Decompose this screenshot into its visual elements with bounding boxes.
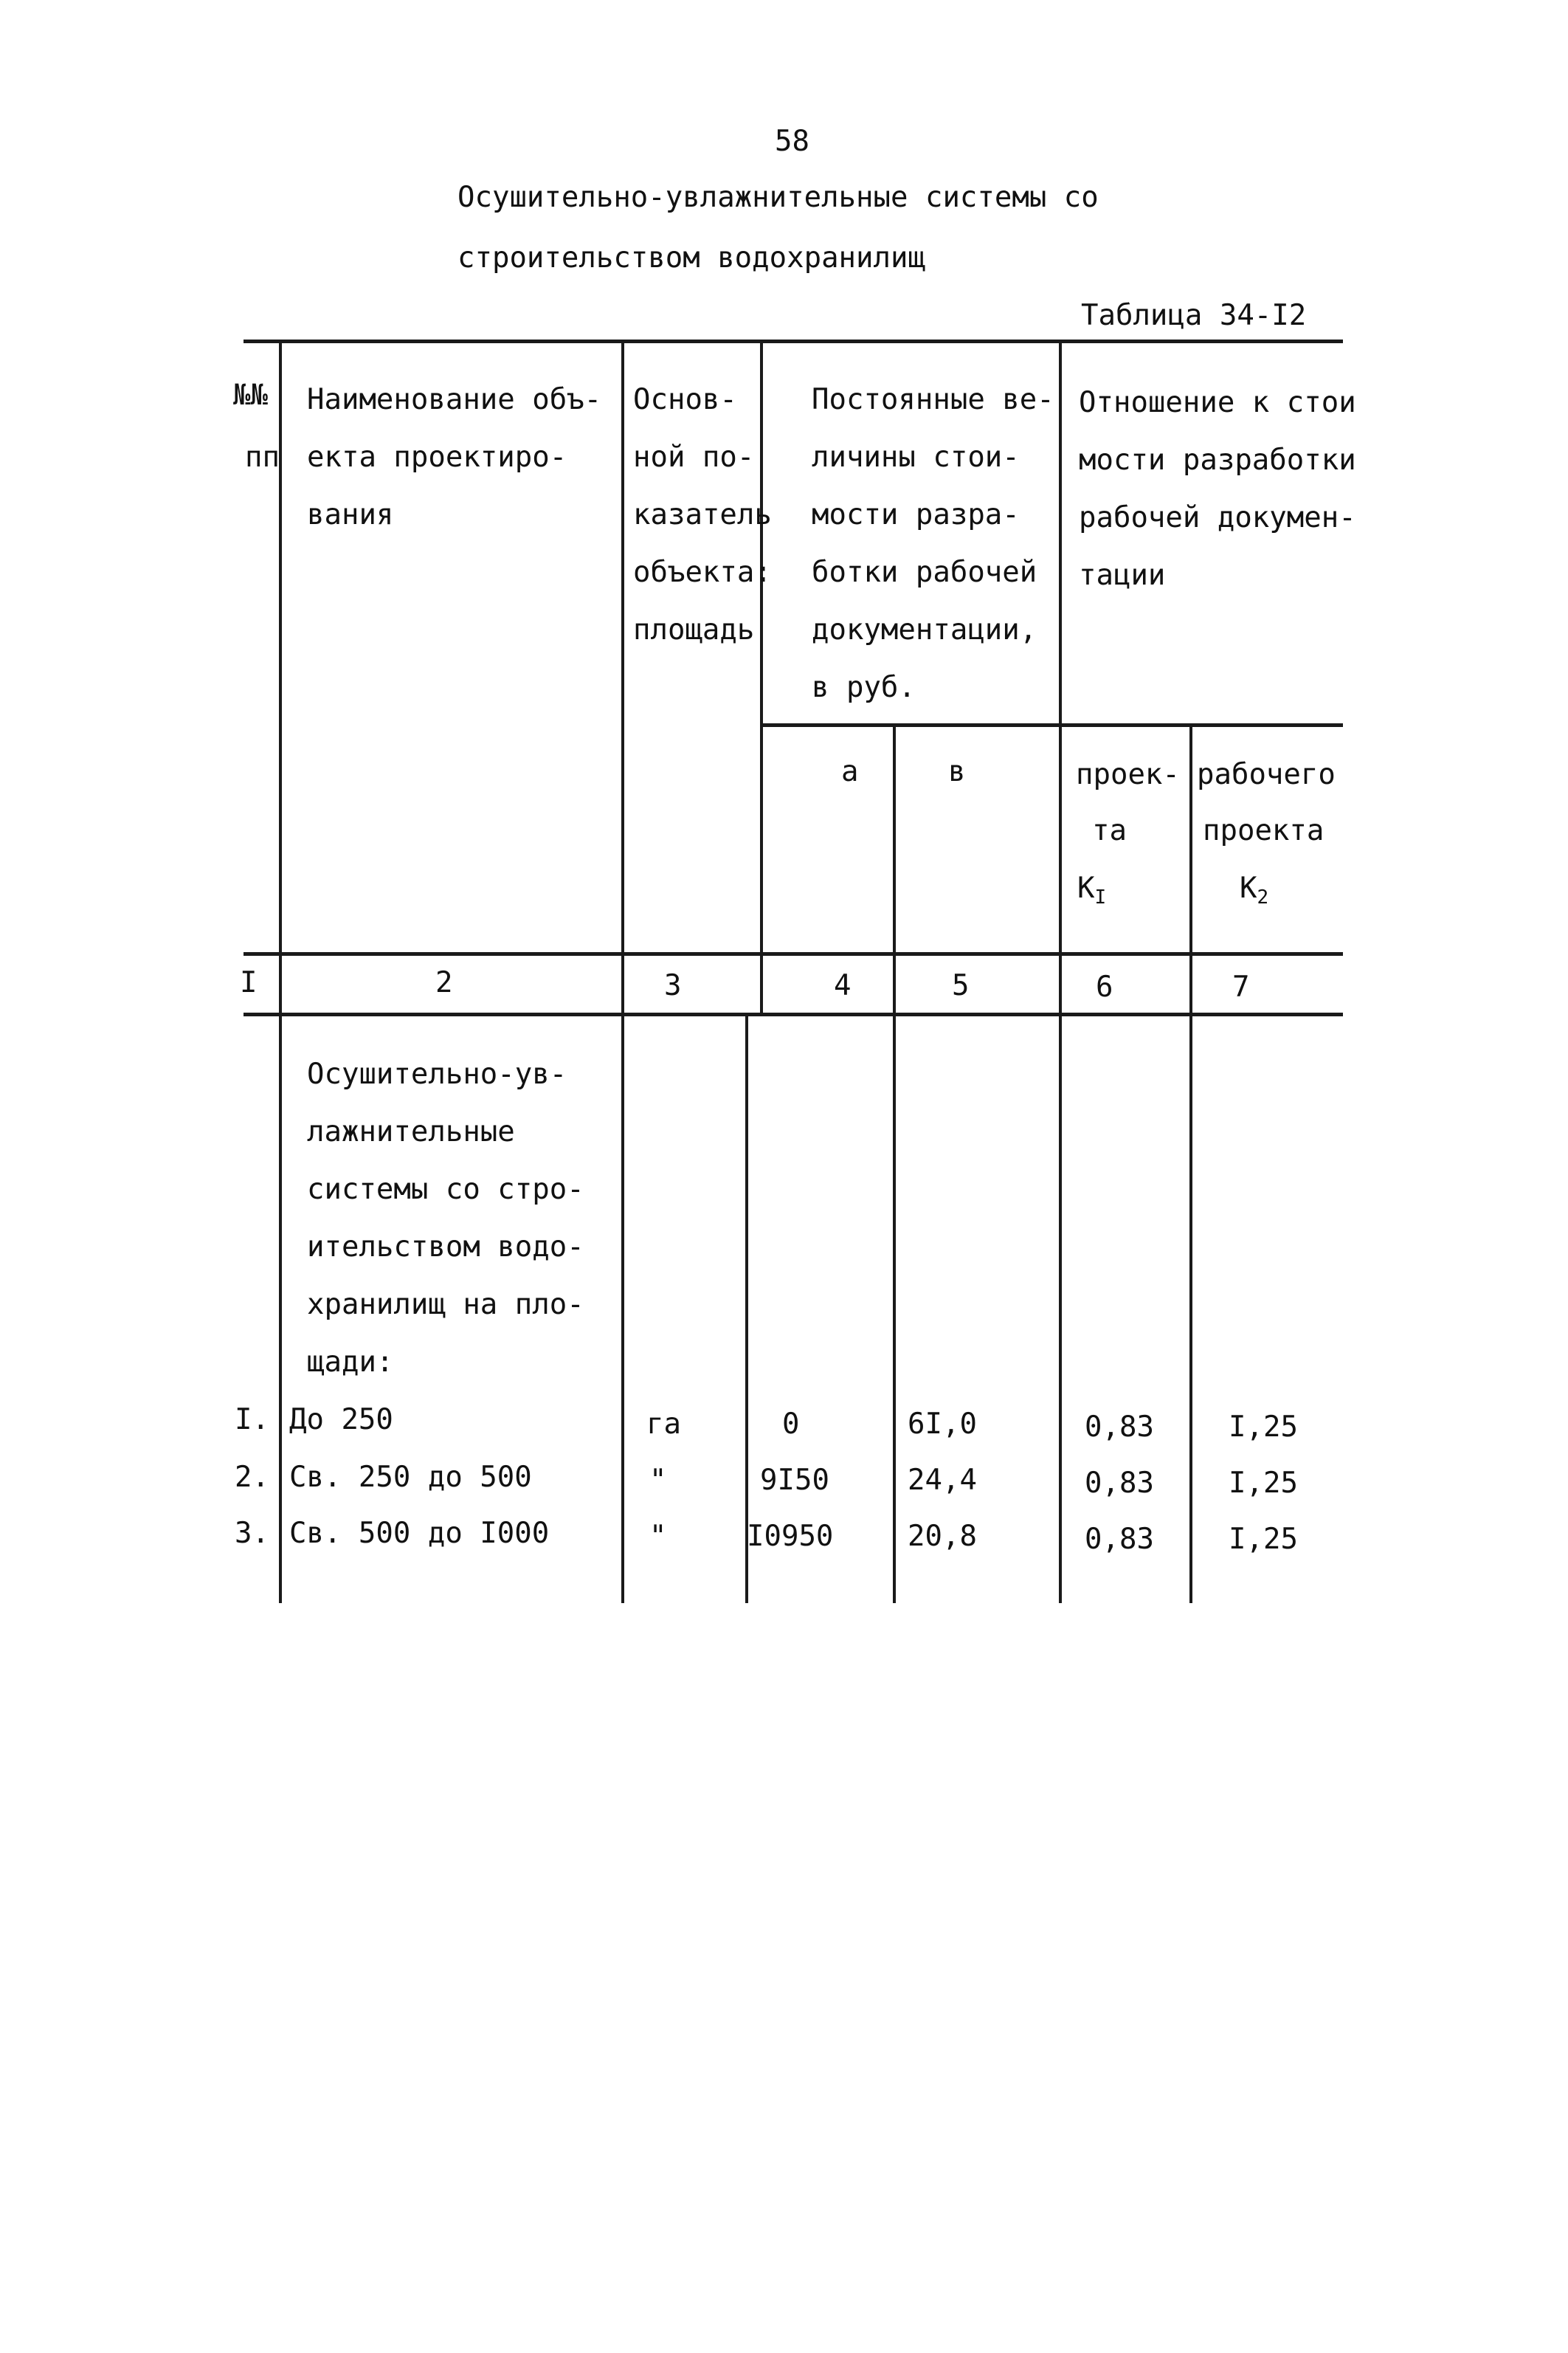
table-label: Таблица 34-I2 — [1081, 299, 1307, 332]
title-line-1: Осушительно-увлажнительные системы со — [457, 181, 1099, 214]
vline-1 — [279, 341, 282, 1603]
vline-3-top — [760, 341, 763, 1014]
row-unit: " — [649, 1464, 667, 1497]
vline-2 — [621, 341, 624, 1603]
vline-6 — [1189, 725, 1192, 1603]
row-k1: 0,83 — [1085, 1410, 1154, 1444]
row-k1: 0,83 — [1085, 1523, 1154, 1556]
row-number: I. — [235, 1403, 269, 1436]
row-number: 3. — [235, 1517, 269, 1550]
row-a: 9I50 — [760, 1464, 829, 1497]
title-line-2: строительством водохранилищ — [457, 241, 925, 275]
vline-5 — [1059, 341, 1062, 1603]
row-a: I0950 — [747, 1520, 834, 1553]
row-k2: I,25 — [1229, 1410, 1298, 1444]
row-unit: " — [649, 1520, 667, 1553]
header-col5: в — [948, 755, 966, 788]
row-name: Св. 250 до 500 — [289, 1461, 532, 1494]
row-number: 2. — [235, 1461, 269, 1494]
vline-3-bottom — [745, 1014, 748, 1603]
row-a: 0 — [782, 1408, 800, 1441]
page-number: 58 — [775, 125, 809, 158]
rule-top — [244, 340, 1343, 343]
row-name: Св. 500 до I000 — [289, 1517, 550, 1550]
row-b: 20,8 — [908, 1520, 977, 1553]
row-k2: I,25 — [1229, 1523, 1298, 1556]
rule-colnum-bottom — [244, 1013, 1343, 1016]
row-k1: 0,83 — [1085, 1467, 1154, 1500]
row-k2: I,25 — [1229, 1467, 1298, 1500]
row-name: До 250 — [289, 1403, 393, 1436]
rule-colnum-top — [244, 952, 1343, 956]
rule-subheader — [760, 723, 1343, 727]
vline-4 — [893, 725, 896, 1603]
row-unit: га — [646, 1408, 681, 1441]
row-b: 6I,0 — [908, 1408, 977, 1441]
header-col4: а — [841, 755, 859, 788]
row-b: 24,4 — [908, 1464, 977, 1497]
